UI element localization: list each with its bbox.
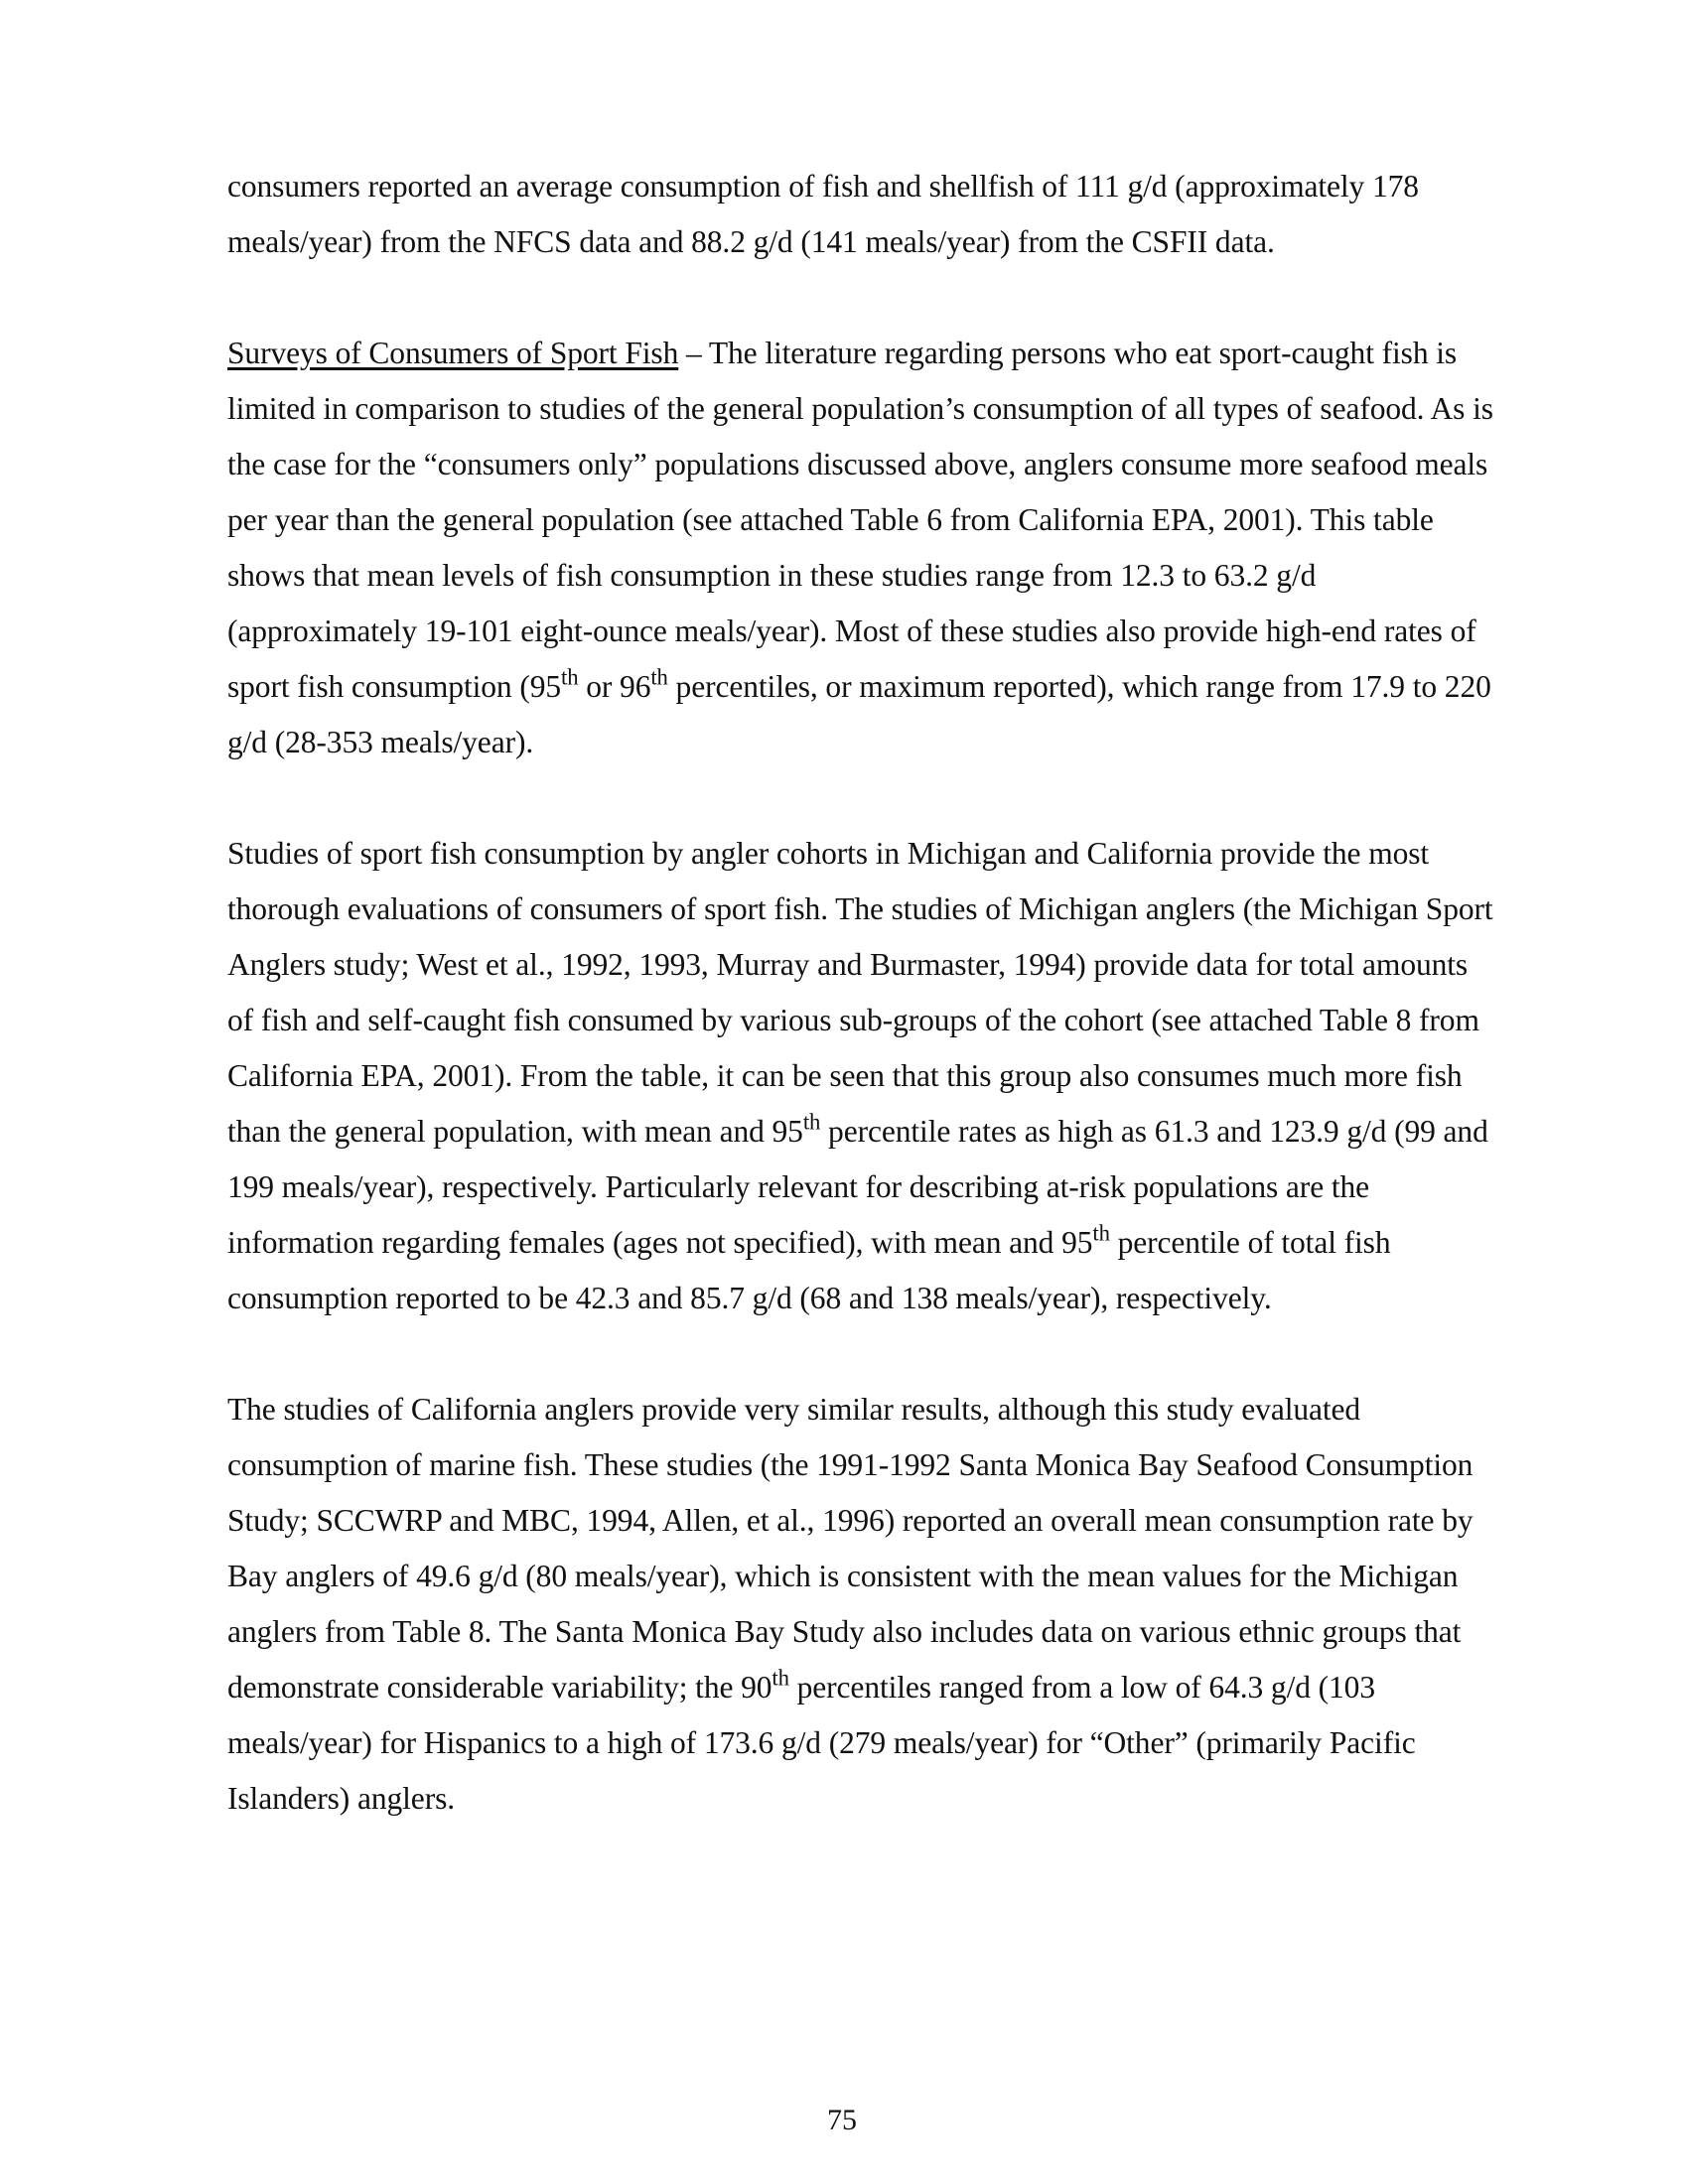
page-number: 75 [827, 2104, 857, 2136]
paragraph-text: consumers reported an average consumption of fish and shellfish of 111 g/d (approximately 178 meals/year) from the NFCS data and 88.2 g/d (141 meals/year) from the CSFII data. [227, 169, 1419, 259]
paragraph-text: or 96 [578, 669, 651, 704]
document-page [227, 159, 1498, 1827]
section-heading: Surveys of Consumers of Sport Fish [227, 336, 679, 370]
paragraph-nfcs-csfii [227, 159, 1498, 270]
paragraph-california-anglers [227, 1382, 1498, 1827]
paragraph-sport-fish-surveys [227, 326, 1498, 770]
superscript: th [772, 1665, 789, 1691]
superscript: th [1092, 1220, 1110, 1246]
paragraph-text: percentile of total fish consumption reported to be 42.3 and 85.7 g/d (68 and 138 meals/year), respectively. [227, 1225, 1391, 1315]
paragraph-text: The studies of California anglers provide very similar results, although this study evaluated consumption of marine fish. These studies (the 1991-1992 Santa Monica Bay Seafood Consumption Study; SCCWRP and MBC, 1994, Allen, et al., 1996) reported an overall mean consumption rate by Bay anglers of 49.6 g/d (80 meals/year), which is consistent with the mean values for the Michigan anglers from Table 8. The Santa Monica Bay Study also includes data on various ethnic groups that demonstrate considerable variability; the 90 [227, 1392, 1474, 1705]
paragraph-text: percentiles ranged from a low of 64.3 g/d (103 meals/year) for Hispanics to a high of 173.6 g/d (279 meals/year) for “Other” (primarily Pacific Islanders) anglers. [227, 1670, 1416, 1816]
paragraph-text: The literature regarding persons who eat sport-caught fish is limited in comparison to studies of the general population’s consumption of all types of seafood. As is the case for the “consumers only” populations discussed above, anglers consume more seafood meals per year than the general population (see attached Table 6 from California EPA, 2001). This table shows that mean levels of fish consumption in these studies range from 12.3 to 63.2 g/d (approximately 19-101 eight-ounce meals/year). Most of these studies also provide high-end rates of sport fish consumption (95 [227, 336, 1493, 704]
paragraph-text: percentile rates as high as 61.3 and 123.9 g/d (99 and 199 meals/year), respectively. Particularly relevant for describing at-risk populations are the information regarding females (ages not specified), with mean and 95 [227, 1114, 1488, 1260]
superscript: th [650, 664, 668, 690]
heading-dash: – [678, 336, 709, 370]
paragraph-text: Studies of sport fish consumption by angler cohorts in Michigan and California provide the most thorough evaluations of consumers of sport fish. The studies of Michigan anglers (the Michigan Sport Anglers study; West et al., 1992, 1993, Murray and Burmaster, 1994) provide data for total amounts of fish and self-caught fish consumed by various sub-groups of the cohort (see attached Table 8 from California EPA, 2001). From the table, it can be seen that this group also consumes much more fish than the general population, with mean and 95 [227, 836, 1493, 1149]
paragraph-michigan-anglers [227, 826, 1498, 1326]
paragraph-text: percentiles, or maximum reported), which range from 17.9 to 220 g/d (28-353 meals/year). [227, 669, 1491, 759]
superscript: th [802, 1109, 821, 1135]
superscript: th [561, 664, 579, 690]
